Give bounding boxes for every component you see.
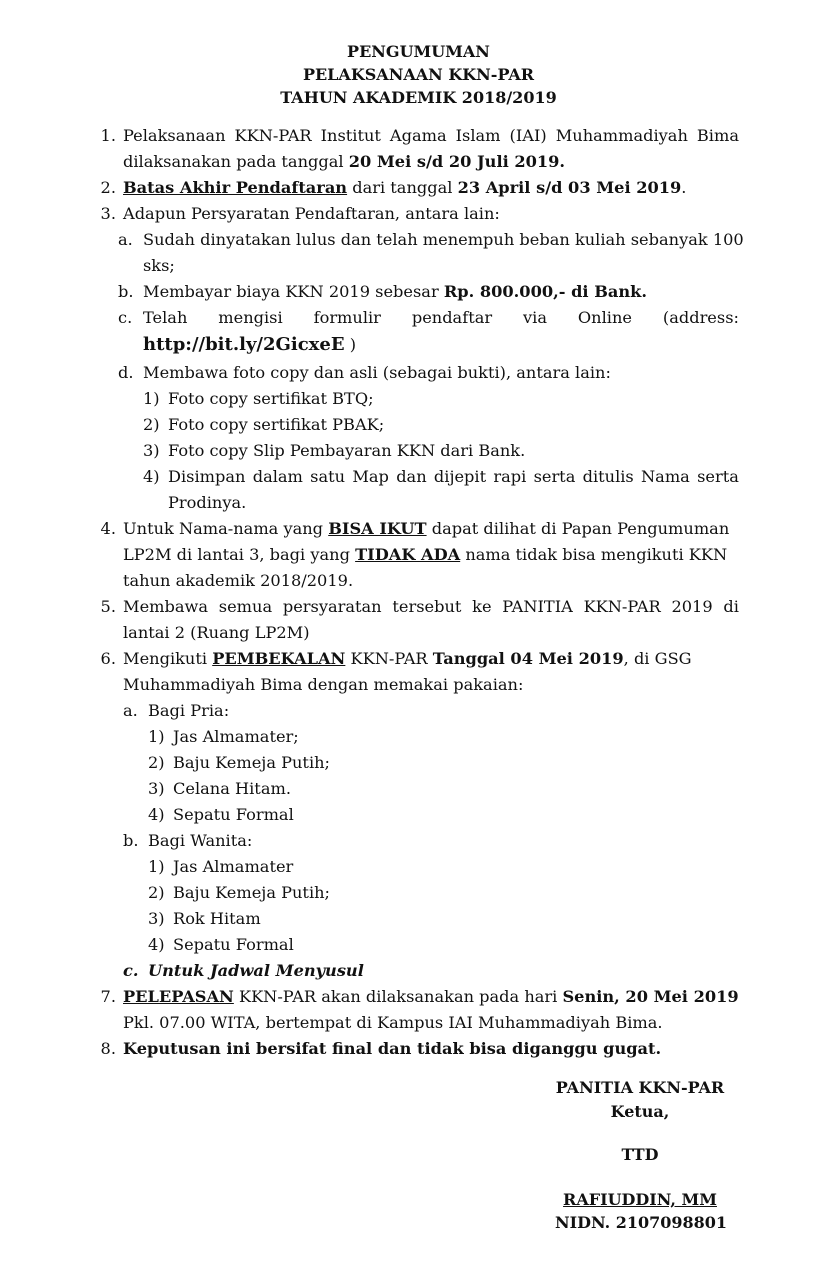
item-text: ) xyxy=(344,335,357,354)
list-marker: 2) xyxy=(143,415,160,434)
item-word: Institut xyxy=(320,126,381,145)
item-number: 7. xyxy=(100,987,116,1006)
list-item-continued: Prodinya. xyxy=(168,493,247,512)
sub-item-6b: Bagi Wanita: xyxy=(148,831,253,850)
item-text: Online xyxy=(577,308,632,327)
sub-item-3b xyxy=(143,279,647,305)
item-text: via xyxy=(523,308,547,327)
item-number: 8. xyxy=(100,1039,116,1058)
item-word: Islam xyxy=(455,126,501,145)
list-item: Foto copy sertifikat PBAK; xyxy=(168,415,385,434)
item-6-line-2: Muhammadiyah Bima dengan memakai pakaian: xyxy=(123,675,524,694)
list-marker: 3) xyxy=(148,779,165,798)
list-item: Sepatu Formal xyxy=(173,935,294,954)
item-1-line-2 xyxy=(123,149,565,175)
list-item: Jas Almamater; xyxy=(173,727,299,746)
item-word: Map xyxy=(352,467,389,486)
sub-item-marker: a. xyxy=(123,701,138,720)
list-item: Foto copy sertifikat BTQ; xyxy=(168,389,374,408)
sub-item-3c-line-2 xyxy=(143,332,356,358)
page-title: PENGUMUMAN xyxy=(347,42,490,61)
item-word: PANITIA xyxy=(502,597,573,616)
item-word: Pelaksanaan xyxy=(123,126,226,145)
sub-item-marker: b. xyxy=(118,282,134,301)
item-text: , di GSG xyxy=(623,649,692,668)
item-word: dalam xyxy=(252,467,303,486)
list-item: Baju Kemeja Putih; xyxy=(173,753,330,772)
item-text: dilaksanakan pada tanggal xyxy=(123,152,349,171)
item-word: KKN-PAR xyxy=(234,126,312,145)
item-word: dijepit xyxy=(433,467,487,486)
list-marker: 2) xyxy=(148,883,165,902)
item-word: ditulis xyxy=(582,467,634,486)
item-text: nama tidak bisa mengikuti KKN xyxy=(460,545,728,564)
list-marker: 3) xyxy=(148,909,165,928)
item-text: KKN-PAR akan dilaksanakan pada hari xyxy=(233,987,563,1006)
list-marker: 3) xyxy=(143,441,160,460)
item-word: KKN-PAR xyxy=(583,597,661,616)
sub-item-3c-line-1 xyxy=(143,305,739,331)
sub-item-marker: a. xyxy=(118,230,133,249)
sub-item-6c: Untuk Jadwal Menyusul xyxy=(148,961,364,980)
item-word: persyaratan xyxy=(282,597,382,616)
item-text: dari tanggal xyxy=(347,178,458,197)
item-word: rapi xyxy=(493,467,527,486)
list-item: Rok Hitam xyxy=(173,909,261,928)
list-marker: 1) xyxy=(148,857,165,876)
list-item: Celana Hitam. xyxy=(173,779,291,798)
list-item: Sepatu Formal xyxy=(173,805,294,824)
sub-item-marker: b. xyxy=(123,831,139,850)
sub-item-marker: c. xyxy=(123,961,139,980)
fee-amount: Rp. 800.000,- di Bank. xyxy=(443,282,647,301)
item-number: 3. xyxy=(100,204,116,223)
item-6-line-1 xyxy=(123,646,692,672)
sub-item-3a-line-1: Sudah dinyatakan lulus dan telah menempuh beban kuliah sebanyak 100 xyxy=(143,230,744,249)
academic-year-title: TAHUN AKADEMIK 2018/2019 xyxy=(280,88,557,107)
item-word: serta xyxy=(533,467,576,486)
item-word: Membawa xyxy=(123,597,209,616)
item-word: Nama xyxy=(641,467,690,486)
item-number: 4. xyxy=(100,519,116,538)
registration-link[interactable]: http://bit.ly/2GicxeE xyxy=(143,334,345,355)
list-marker: 4) xyxy=(148,935,165,954)
sub-item-3a-line-2: sks; xyxy=(143,256,175,275)
item-1-line-1 xyxy=(123,123,739,149)
item-word: di xyxy=(723,597,739,616)
signature-ttd: TTD xyxy=(621,1145,659,1164)
item-word: dan xyxy=(396,467,427,486)
item-7-line-1 xyxy=(123,984,739,1010)
item-4-line-3: tahun akademik 2018/2019. xyxy=(123,571,354,590)
item-4-line-1 xyxy=(123,516,729,542)
list-marker: 1) xyxy=(148,727,165,746)
item-text: Mengikuti xyxy=(123,649,213,668)
item-word: Muhammadiyah xyxy=(555,126,688,145)
sub-item-3d: Membawa foto copy dan asli (sebagai bukti), antara lain: xyxy=(143,363,611,382)
item-7-line-2: Pkl. 07.00 WITA, bertempat di Kampus IAI Muhammadiyah Bima. xyxy=(123,1013,663,1032)
item-text: formulir xyxy=(313,308,381,327)
item-4-line-2 xyxy=(123,542,727,568)
item-number: 2. xyxy=(100,178,116,197)
item-word: Disimpan xyxy=(168,467,246,486)
list-item: Foto copy Slip Pembayaran KKN dari Bank. xyxy=(168,441,526,460)
item-text: (address: xyxy=(662,308,739,327)
briefing-date: Tanggal 04 Mei 2019 xyxy=(432,649,624,668)
page-subtitle: PELAKSANAAN KKN-PAR xyxy=(302,65,535,84)
list-marker: 2) xyxy=(148,753,165,772)
item-text: dapat dilihat di Papan Pengumuman xyxy=(426,519,730,538)
item-text: mengisi xyxy=(218,308,283,327)
item-word: Agama xyxy=(389,126,447,145)
signature-organization: PANITIA KKN-PAR xyxy=(555,1078,725,1097)
item-word: (IAI) xyxy=(509,126,547,145)
signatory-name: RAFIUDDIN, MM xyxy=(563,1190,717,1209)
item-text: KKN-PAR xyxy=(345,649,433,668)
item-number: 5. xyxy=(100,597,116,616)
item-word: tersebut xyxy=(392,597,462,616)
item-3: Adapun Persyaratan Pendaftaran, antara lain: xyxy=(123,204,500,223)
release-date: Senin, 20 Mei 2019 xyxy=(562,987,739,1006)
item-text: . xyxy=(681,178,687,197)
item-text: LP2M di lantai 3, bagi yang xyxy=(123,545,356,564)
list-item: Baju Kemeja Putih; xyxy=(173,883,330,902)
briefing-label: PEMBEKALAN xyxy=(212,649,346,668)
sub-item-marker: d. xyxy=(118,363,134,382)
item-word: semua xyxy=(218,597,273,616)
list-item: Jas Almamater xyxy=(173,857,294,876)
registration-deadline-label: Batas Akhir Pendaftaran xyxy=(123,178,348,197)
item-5-line-1 xyxy=(123,594,739,620)
item-5-line-2: lantai 2 (Ruang LP2M) xyxy=(123,623,310,642)
item-word: serta xyxy=(697,467,739,486)
item-word: ke xyxy=(472,597,492,616)
list-marker: 4) xyxy=(148,805,165,824)
kkn-date-range: 20 Mei s/d 20 Juli 2019. xyxy=(348,152,566,171)
item-number: 1. xyxy=(100,126,116,145)
item-word: Bima xyxy=(696,126,739,145)
item-number: 6. xyxy=(100,649,116,668)
signature-role: Ketua, xyxy=(610,1102,670,1121)
item-word: 2019 xyxy=(671,597,713,616)
list-marker: 1) xyxy=(143,389,160,408)
list-marker: 4) xyxy=(143,467,160,486)
item-text: Untuk Nama-nama yang xyxy=(123,519,329,538)
signatory-nidn: NIDN. 2107098801 xyxy=(555,1213,728,1232)
registration-date-range: 23 April s/d 03 Mei 2019 xyxy=(457,178,682,197)
list-item xyxy=(168,464,739,490)
eligible-label: BISA IKUT xyxy=(328,519,427,538)
item-8: Keputusan ini bersifat final dan tidak bisa diganggu gugat. xyxy=(123,1039,662,1058)
item-text: Membayar biaya KKN 2019 sebesar xyxy=(143,282,444,301)
item-text: Telah xyxy=(143,308,188,327)
release-label: PELEPASAN xyxy=(123,987,234,1006)
not-listed-label: TIDAK ADA xyxy=(355,545,461,564)
item-word: satu xyxy=(310,467,346,486)
item-text: pendaftar xyxy=(411,308,493,327)
item-2 xyxy=(123,175,686,201)
sub-item-6a: Bagi Pria: xyxy=(148,701,230,720)
sub-item-marker: c. xyxy=(118,308,133,327)
